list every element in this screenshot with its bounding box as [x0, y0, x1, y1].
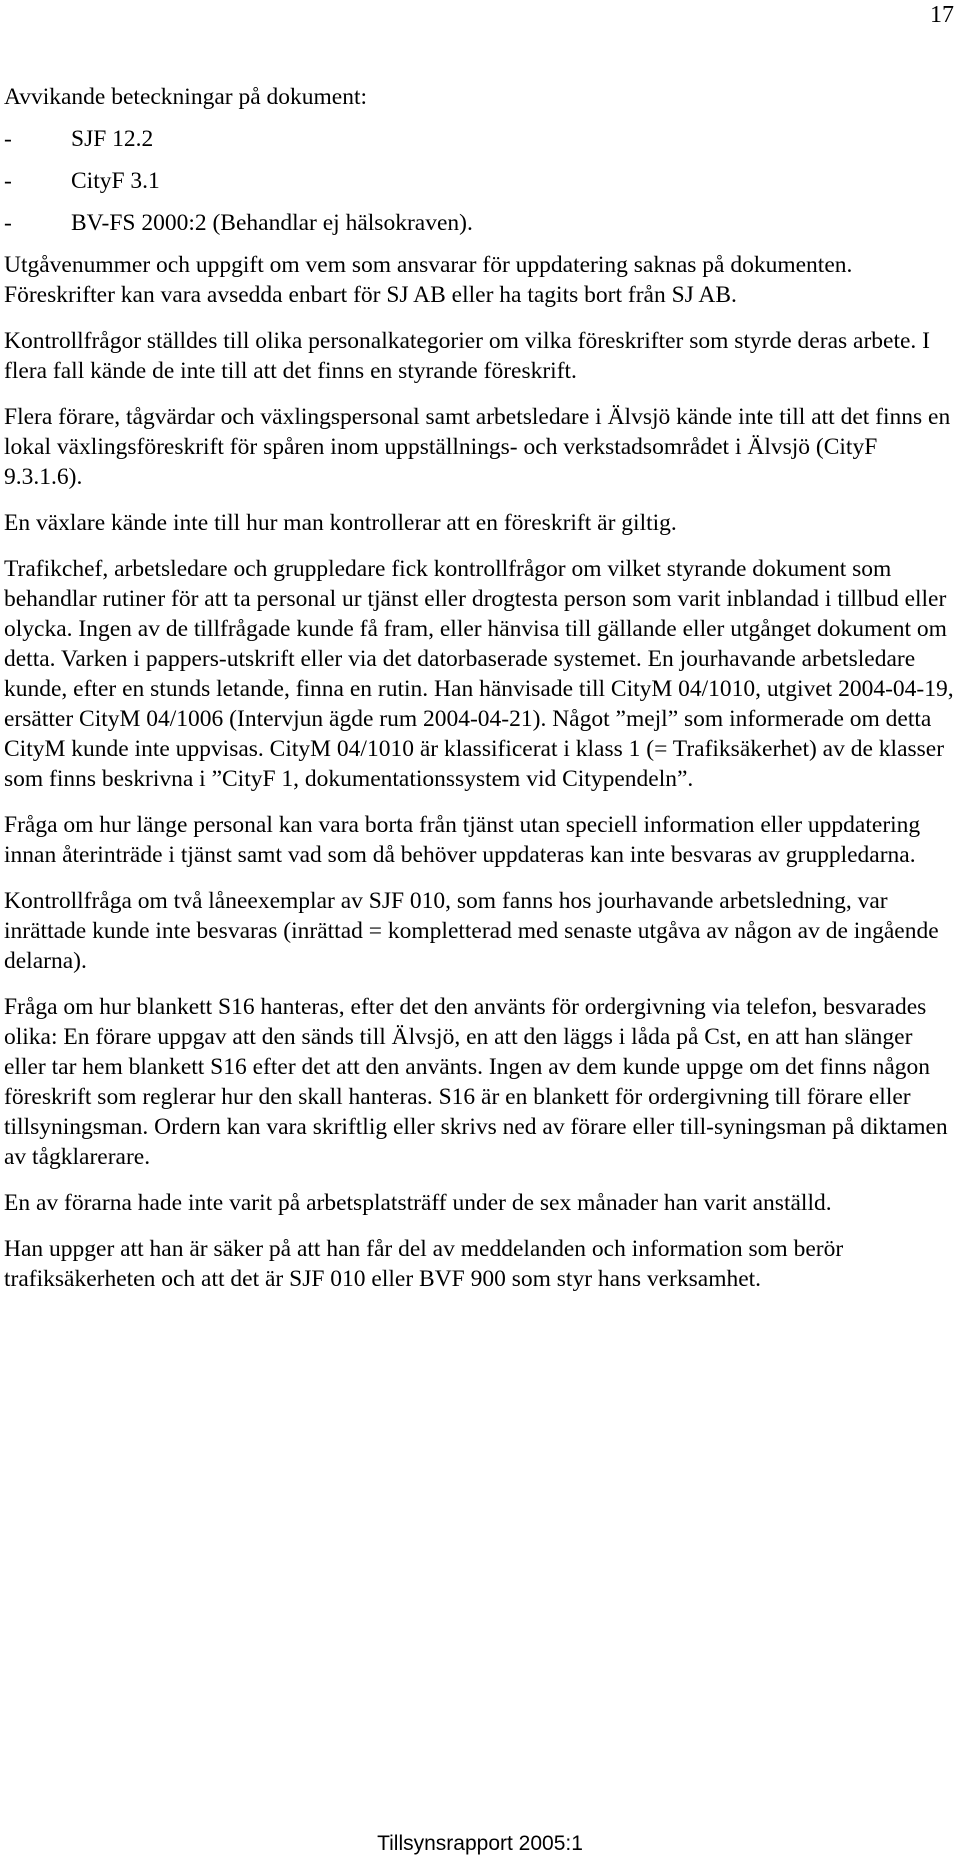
- list-item-text: SJF 12.2: [71, 126, 154, 152]
- paragraph: Fråga om hur länge personal kan vara borta från tjänst utan speciell information eller uppdatering innan återinträde i tjänst samt vad som då behöver uppdateras kan inte besvaras av gruppledarna.: [4, 812, 921, 868]
- document-body: [4, 82, 954, 1310]
- page-footer: Tillsynsrapport 2005:1: [377, 1832, 583, 1855]
- paragraph: Fråga om hur blankett S16 hanteras, efter det den använts för ordergivning via telefon, besvarades olika: En förare uppgav att den sänds till Älvsjö, en att den läggs i låda på Cst, en att han slänger eller tar hem blankett S16 efter det att den använts. Ingen av dem kunde uppge om det finns någon föreskrift som reglerar hur den skall hanteras. S16 är en blankett för ordergivning till förare eller tillsyningsman. Ordern kan vara skriftlig eller skrivs ned av förare eller till-syningsman på diktamen av tågklarerare.: [4, 994, 948, 1170]
- paragraph: En av förarna hade inte varit på arbetsplatsträff under de sex månader han varit anställd.: [4, 1190, 832, 1216]
- paragraph: Kontrollfrågor ställdes till olika personalkategorier om vilka föreskrifter som styrde deras arbete. I flera fall kände de inte till att det finns en styrande föreskrift.: [4, 328, 930, 384]
- list-item: [4, 208, 954, 238]
- list-marker: -: [4, 168, 12, 194]
- list-item: [4, 166, 954, 196]
- paragraph: Utgåvenummer och uppgift om vem som ansvarar för uppdatering saknas på dokumenten. Föreskrifter kan vara avsedda enbart för SJ AB eller ha tagits bort från SJ AB.: [4, 252, 853, 308]
- paragraph: Han uppger att han är säker på att han får del av meddelanden och information som berör trafiksäkerheten och att det är SJF 010 eller BVF 900 som styr hans verksamhet.: [4, 1236, 844, 1292]
- list-item-text: BV-FS 2000:2 (Behandlar ej hälsokraven).: [71, 210, 473, 236]
- list-item: [4, 124, 954, 154]
- paragraph: Flera förare, tågvärdar och växlingspersonal samt arbetsledare i Älvsjö kände inte till att det finns en lokal växlingsföreskrift för spåren inom uppställnings- och verkstadsområdet i Älvsjö (CityF 9.3.1.6).: [4, 404, 951, 490]
- list-item-text: CityF 3.1: [71, 168, 160, 194]
- paragraph: Trafikchef, arbetsledare och gruppledare fick kontrollfrågor om vilket styrande dokument som behandlar rutiner för att ta personal ur tjänst eller drogtesta person som varit inblandad i tillbud eller olycka. Ingen av de tillfrågade kunde få fram, eller hänvisa till gällande eller utgånget dokument om detta. Varken i pappers-utskrift eller via det datorbaserade systemet. En jourhavande arbetsledare kunde, efter en stunds letande, finna en rutin. Han hänvisade till CityM 04/1010, utgivet 2004-04-19, ersätter CityM 04/1006 (Intervjun ägde rum 2004-04-21). Något ”mejl” som informerade om detta CityM kunde inte uppvisas. CityM 04/1010 är klassificerat i klass 1 (= Trafiksäkerhet) av de klasser som finns beskrivna i ”CityF 1, dokumentationssystem vid Citypendeln”.: [4, 556, 954, 792]
- list-marker: -: [4, 210, 12, 236]
- list-marker: -: [4, 126, 12, 152]
- page-number: 17: [930, 2, 954, 28]
- paragraph: En växlare kände inte till hur man kontrollerar att en föreskrift är giltig.: [4, 510, 677, 536]
- paragraph: Kontrollfråga om två låneexemplar av SJF 010, som fanns hos jourhavande arbetsledning, var inrättade kunde inte besvaras (inrättad = kompletterad med senaste utgåva av någon av de ingående delarna).: [4, 888, 939, 974]
- section-heading: Avvikande beteckningar på dokument:: [4, 84, 368, 110]
